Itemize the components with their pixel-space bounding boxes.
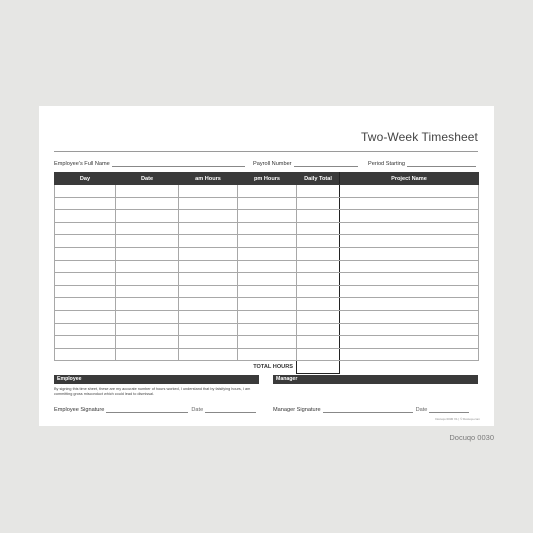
pm-hours-cell[interactable] [238,323,297,336]
table-row [55,210,479,223]
employee-signature-label: Employee Signature [54,407,105,413]
am-hours-cell[interactable] [179,298,238,311]
page-title: Two-Week Timesheet [361,130,478,144]
date-cell[interactable] [116,348,179,361]
am-hours-cell[interactable] [179,310,238,323]
total-row [55,361,479,374]
day-cell[interactable] [55,310,116,323]
day-cell[interactable] [55,247,116,260]
pm-hours-cell[interactable] [238,310,297,323]
am-hours-cell[interactable] [179,222,238,235]
pm-hours-cell[interactable] [238,235,297,248]
table-row [55,323,479,336]
date-cell[interactable] [116,222,179,235]
manager-date-label: Date [415,407,428,413]
total-hours-label: TOTAL HOURS [253,364,293,371]
daily-total-cell[interactable] [297,298,340,311]
day-cell[interactable] [55,285,116,298]
column-header-day: Day [55,173,116,185]
day-cell[interactable] [55,235,116,248]
manager-signature-field[interactable] [273,407,469,413]
date-cell[interactable] [116,336,179,349]
project-name-cell[interactable] [340,348,479,361]
project-name-cell[interactable] [340,247,479,260]
day-cell[interactable] [55,210,116,223]
table-row [55,222,479,235]
column-header-project-name: Project Name [340,173,479,185]
pm-hours-cell[interactable] [238,273,297,286]
day-cell[interactable] [55,273,116,286]
daily-total-cell[interactable] [297,285,340,298]
payroll-number-label: Payroll Number [253,161,292,167]
timesheet-sheet [39,106,494,426]
project-name-cell[interactable] [340,336,479,349]
daily-total-cell[interactable] [297,336,340,349]
am-hours-cell[interactable] [179,235,238,248]
daily-total-cell[interactable] [297,235,340,248]
table-row [55,310,479,323]
table-row [55,348,479,361]
date-cell[interactable] [116,323,179,336]
table-header-row [55,173,479,185]
am-hours-cell[interactable] [179,348,238,361]
table-row [55,235,479,248]
pm-hours-cell[interactable] [238,260,297,273]
employee-name-line [112,161,245,167]
project-name-cell[interactable] [340,210,479,223]
project-name-cell[interactable] [340,235,479,248]
employee-date-line [205,407,256,413]
employee-date-label: Date [191,407,204,413]
period-starting-line [407,161,476,167]
date-cell[interactable] [116,185,179,198]
daily-total-cell[interactable] [297,185,340,198]
day-cell[interactable] [55,260,116,273]
manager-section-heading: Manager [273,375,478,384]
day-cell[interactable] [55,348,116,361]
date-cell[interactable] [116,247,179,260]
am-hours-cell[interactable] [179,336,238,349]
title-divider [54,151,478,152]
date-cell[interactable] [116,285,179,298]
day-cell[interactable] [55,185,116,198]
table-row [55,336,479,349]
manager-signature-label: Manager Signature [273,407,321,413]
payroll-number-field[interactable] [253,161,358,167]
daily-total-cell[interactable] [297,273,340,286]
date-cell[interactable] [116,298,179,311]
am-hours-cell[interactable] [179,323,238,336]
employee-section-heading: Employee [54,375,259,384]
document-footer: Docuqo 0030 V1 | © Docuqo.com [435,417,480,421]
daily-total-cell[interactable] [297,210,340,223]
project-name-cell[interactable] [340,260,479,273]
date-cell[interactable] [116,310,179,323]
daily-total-cell[interactable] [297,260,340,273]
am-hours-cell[interactable] [179,197,238,210]
manager-date-line [429,407,469,413]
date-cell[interactable] [116,197,179,210]
day-cell[interactable] [55,197,116,210]
pm-hours-cell[interactable] [238,348,297,361]
am-hours-cell[interactable] [179,285,238,298]
employee-signature-line [106,407,188,413]
project-name-cell[interactable] [340,273,479,286]
day-cell[interactable] [55,298,116,311]
date-cell[interactable] [116,235,179,248]
project-name-cell[interactable] [340,185,479,198]
column-header-pm-hours: pm Hours [238,173,297,185]
pm-hours-cell[interactable] [238,298,297,311]
employee-signature-field[interactable] [54,407,256,413]
column-header-daily-total: Daily Total [297,173,340,185]
daily-total-cell[interactable] [297,348,340,361]
table-row [55,260,479,273]
daily-total-cell[interactable] [297,323,340,336]
table-row [55,273,479,286]
manager-signature-line [323,407,413,413]
date-cell[interactable] [116,273,179,286]
am-hours-cell[interactable] [179,185,238,198]
column-header-am-hours: am Hours [179,173,238,185]
pm-hours-cell[interactable] [238,222,297,235]
period-starting-label: Period Starting [368,161,406,167]
project-name-cell[interactable] [340,197,479,210]
am-hours-cell[interactable] [179,273,238,286]
period-starting-field[interactable] [368,161,476,167]
employee-name-field[interactable] [54,161,245,167]
am-hours-cell[interactable] [179,260,238,273]
project-name-cell[interactable] [340,222,479,235]
day-cell[interactable] [55,336,116,349]
timesheet-table [54,172,479,374]
pm-hours-cell[interactable] [238,185,297,198]
daily-total-cell[interactable] [297,197,340,210]
pm-hours-cell[interactable] [238,210,297,223]
project-name-cell[interactable] [340,323,479,336]
table-row [55,247,479,260]
table-row [55,185,479,198]
am-hours-cell[interactable] [179,247,238,260]
pm-hours-cell[interactable] [238,247,297,260]
am-hours-cell[interactable] [179,210,238,223]
table-row [55,285,479,298]
daily-total-cell[interactable] [297,222,340,235]
pm-hours-cell[interactable] [238,197,297,210]
date-cell[interactable] [116,210,179,223]
document-credit: Docuqo 0030 [449,433,494,442]
payroll-number-line [294,161,358,167]
employee-name-label: Employee's Full Name [54,161,110,167]
employee-declaration: By signing this time sheet, these are my accurate number of hours worked, I understand that by falsifying hours, I am committing gross misconduct which could lead to dismissal. [54,387,251,396]
project-name-cell[interactable] [340,310,479,323]
pm-hours-cell[interactable] [238,336,297,349]
daily-total-cell[interactable] [297,247,340,260]
day-cell[interactable] [55,222,116,235]
table-row [55,197,479,210]
project-name-cell[interactable] [340,285,479,298]
table-row [55,298,479,311]
total-hours-cell[interactable] [297,361,340,374]
daily-total-cell[interactable] [297,310,340,323]
column-header-date: Date [116,173,179,185]
date-cell[interactable] [116,260,179,273]
pm-hours-cell[interactable] [238,285,297,298]
project-name-cell[interactable] [340,298,479,311]
day-cell[interactable] [55,323,116,336]
total-row-spacer [340,361,479,374]
